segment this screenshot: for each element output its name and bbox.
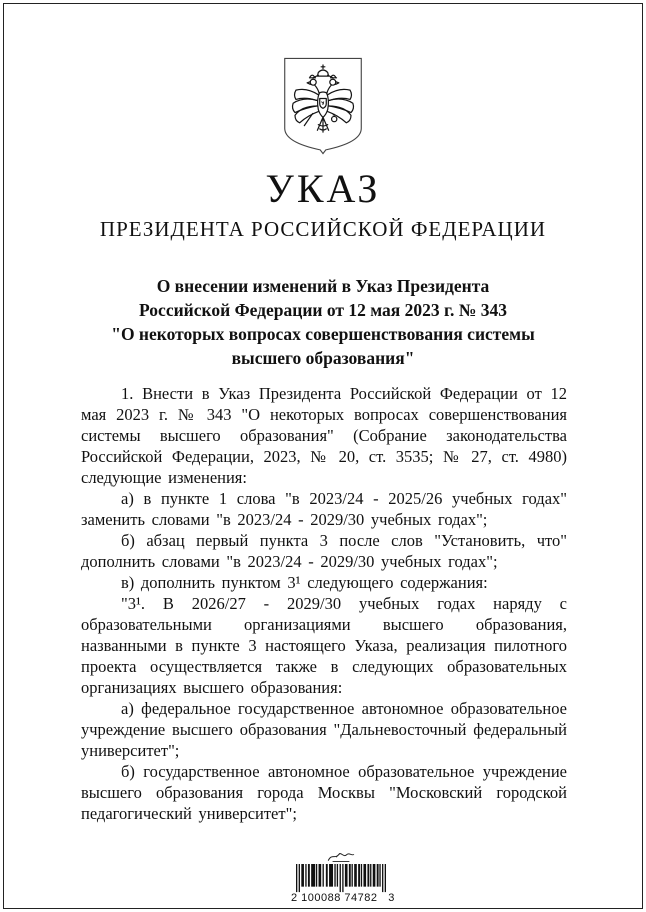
body-paragraph: 1. Внести в Указ Президента Российской Федерации от 12 мая 2023 г. № 343 "О некоторых вопросах совершенствования системы высшего образования" (Собрание законодательства Российской Федерации, 2023, № 20, ст. 3535; № 27, ст. 4980) следующие изменения: [81,384,567,488]
body-paragraph: б) государственное автономное образовательное учреждение высшего образования города Москвы "Московский городской педагогический университет"; [81,762,567,824]
body-paragraph: "3¹. В 2026/27 - 2029/30 учебных годах наряду с образовательными организациями высшего образования, названными в пункте 3 настоящего Указа, реализация пилотного проекта осуществляется также в следующих образовательных организациях высшего образования: [81,594,567,698]
page-content [5,5,641,907]
body-paragraph: в) дополнить пунктом 3¹ следующего содержания: [121,573,488,593]
body-paragraph: а) федеральное государственное автономное образовательное учреждение высшего образования "Дальневосточный федеральный университет"; [81,699,567,761]
coat-of-arms-icon [281,57,365,155]
doc-type-title: УКАЗ [265,166,381,211]
subject-line: Российской Федерации от 12 мая 2023 г. № 343 [139,300,507,321]
subject-line: "О некоторых вопросах совершенствования системы [111,324,535,345]
signature-scribble-icon [326,850,356,863]
body-paragraph: б) абзац первый пункта 3 после слов "Установить, что" дополнить словами "в 2023/24 - 2029/30 учебных годах"; [81,531,567,572]
barcode-image [296,864,386,893]
decree-body-text [81,383,567,824]
issuer-title: ПРЕЗИДЕНТА РОССИЙСКОЙ ФЕДЕРАЦИИ [99,217,547,241]
body-paragraph: а) в пункте 1 слова "в 2023/24 - 2025/26 учебных годах" заменить словами "в 2023/24 - 2029/30 учебных годах"; [81,489,567,530]
barcode-digits: 2 100088 74782 3 [291,892,395,905]
registration-barcode-block [291,850,395,905]
subject-line: высшего образования" [231,348,415,369]
subject-line: О внесении изменений в Указ Президента [156,276,490,297]
decree-subject-heading [75,274,571,370]
